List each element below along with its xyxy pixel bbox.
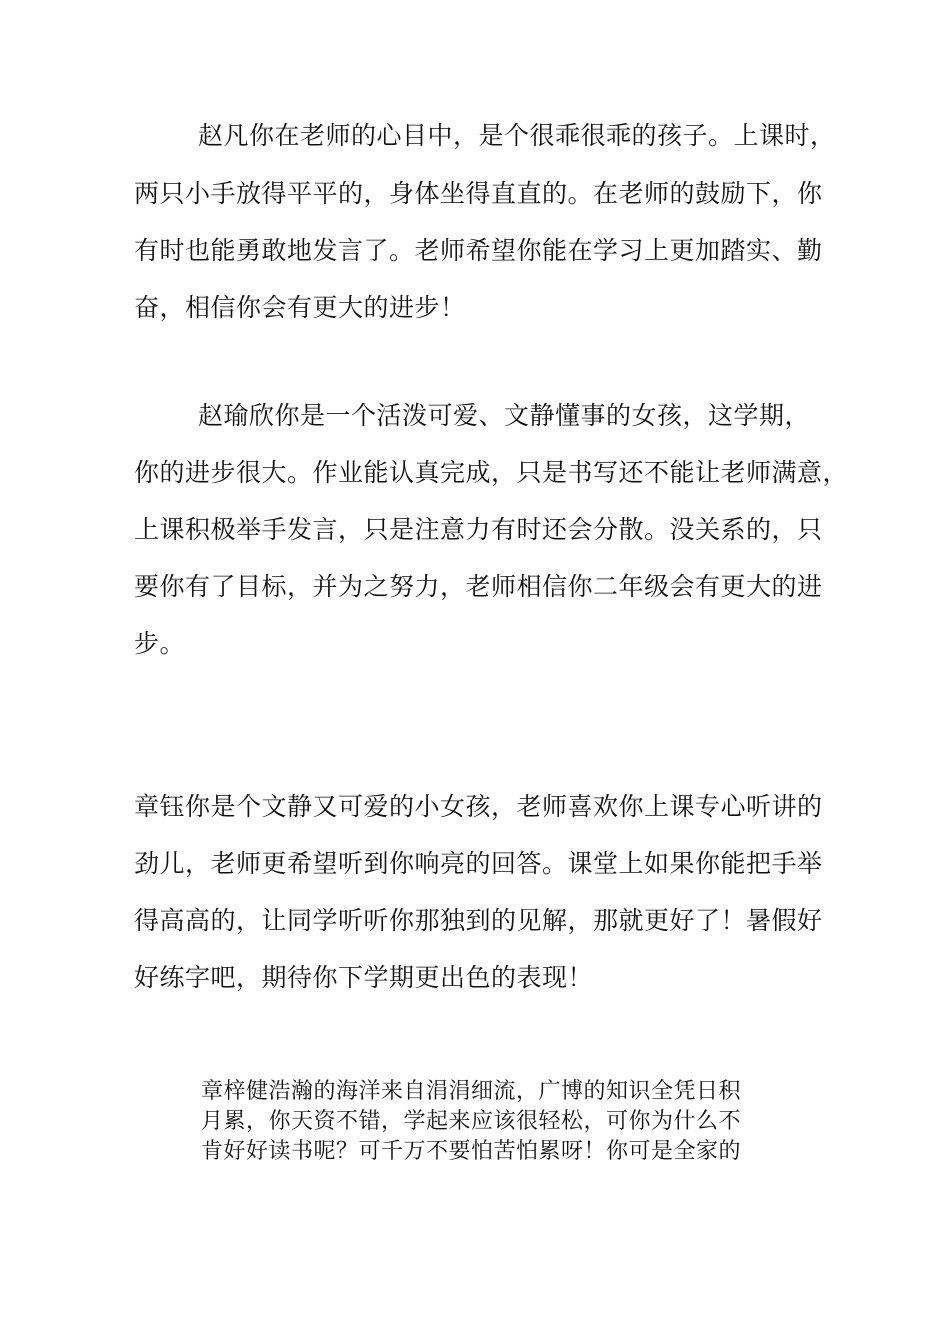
text-line: 你的进步很大。作业能认真完成，只是书写还不能让老师满意， bbox=[134, 458, 849, 487]
text-line: 月累，你天资不错，学起来应该很轻松，可你为什么不 bbox=[201, 1109, 742, 1134]
text-line: 好练字吧，期待你下学期更出色的表现！ bbox=[134, 963, 594, 992]
text-line: 要你有了目标，并为之努力，老师相信你二年级会有更大的进 bbox=[134, 572, 823, 601]
text-line: 上课积极举手发言，只是注意力有时还会分散。没关系的，只 bbox=[134, 515, 823, 544]
text-line: 步。 bbox=[134, 629, 186, 658]
text-line: 肯好好读书呢？可千万不要怕苦怕累呀！你可是全家的 bbox=[201, 1139, 742, 1164]
text-line: 章梓健浩瀚的海洋来自涓涓细流，广博的知识全凭日积 bbox=[201, 1079, 742, 1104]
text-line: 赵瑜欣你是一个活泼可爱、文静懂事的女孩，这学期， bbox=[198, 401, 811, 430]
text-line: 劲儿，老师更希望听到你响亮的回答。课堂上如果你能把手举 bbox=[134, 849, 823, 878]
text-line: 赵凡你在老师的心目中，是个很乖很乖的孩子。上课时， bbox=[198, 121, 836, 150]
text-line: 有时也能勇敢地发言了。老师希望你能在学习上更加踏实、勤 bbox=[134, 236, 823, 265]
text-line: 章钰你是个文静又可爱的小女孩，老师喜欢你上课专心听讲的 bbox=[134, 792, 823, 821]
text-line: 奋，相信你会有更大的进步！ bbox=[134, 293, 466, 322]
text-line: 两只小手放得平平的，身体坐得直直的。在老师的鼓励下，你 bbox=[134, 179, 823, 208]
text-line: 得高高的，让同学听听你那独到的见解，那就更好了！暑假好 bbox=[134, 906, 823, 935]
